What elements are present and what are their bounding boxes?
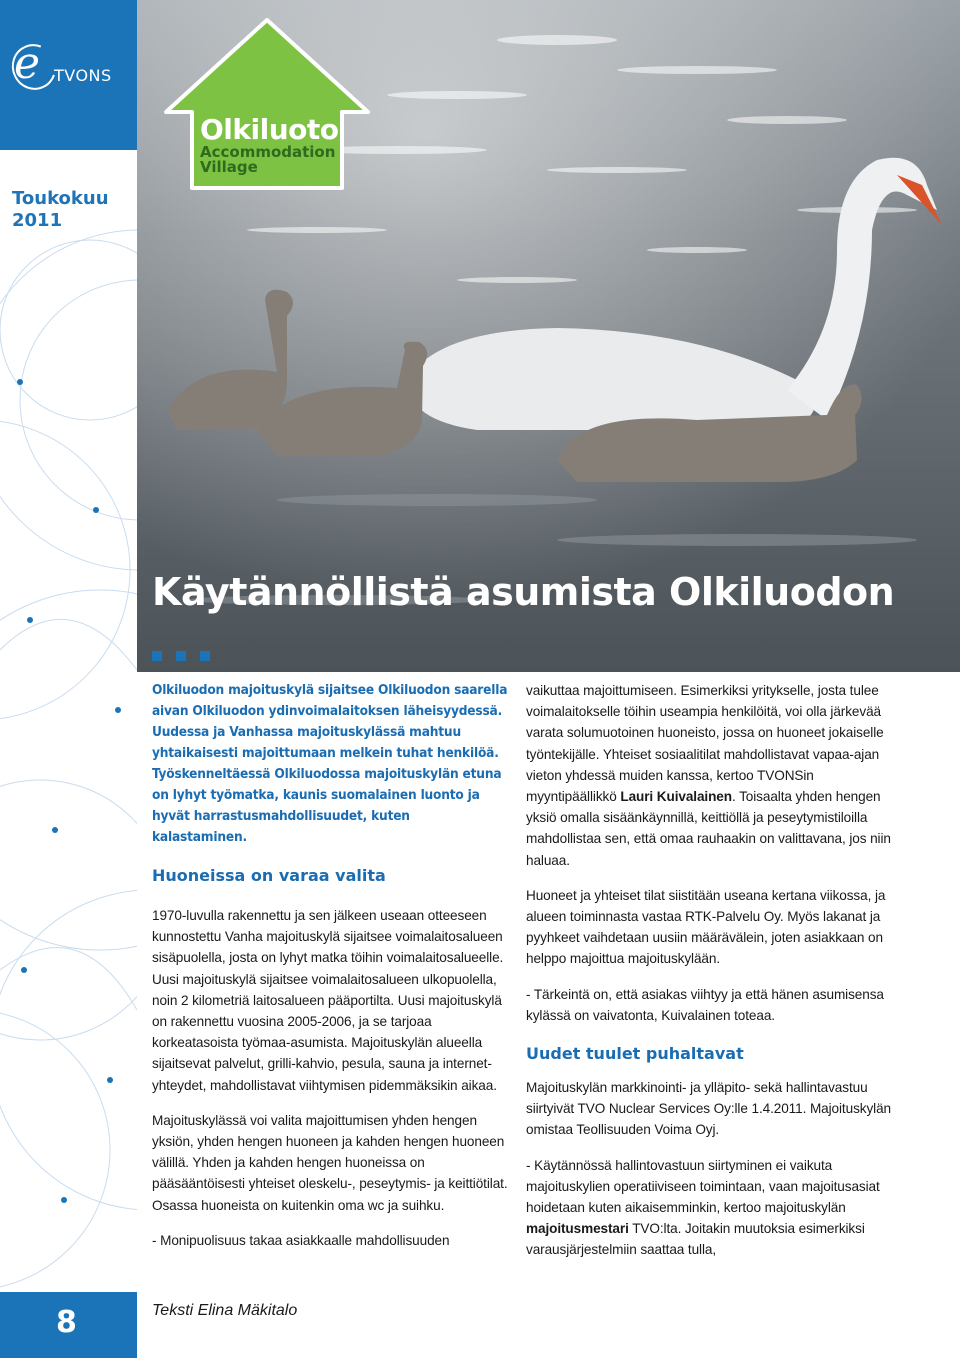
person-title: majoitusmestari xyxy=(526,1221,629,1237)
text-run: vaikuttaa majoittumiseen. Esimerkiksi yritykselle, josta tulee voimalaitokselle töihin useampia henkilöitä, voi olla järkevää varata solumuotoinen huoneisto, jossa on huoneet jokaiselle työntekijälle. Yhteiset sosiaalitilat mahdollistavat vapaa-ajan vieton yhdessä muiden kanssa, kertoo TVONSin myyntipäällikkö xyxy=(526,683,884,805)
village-logo-text xyxy=(200,115,339,175)
tvons-logo xyxy=(14,38,129,102)
article-intro: Olkiluodon majoituskylä sijaitsee Olkiluodon saarella aivan Olkiluodon ydinvoimalaitoksen läheisyydessä. Uudessa ja Vanhassa majoituskylässä mahtuu yhtaikaisesti majoittumaan melkein tuhat henkilöä. Työskenneltäessä Olkiluodossa majoituskylän etuna on lyhyt työmatka, kaunis suomalainen luonto ja hyvät harrastusmahdollisuudet, kuten kalastaminen. xyxy=(152,682,508,845)
body-paragraph: Huoneet ja yhteiset tilat siistitään useana kertana viikossa, ja alueen toiminnasta vastaa RTK-Palvelu Oy. Myös lakanat ja pyyhkeet vaihdetaan uusiin määrävälein, joten asiakkaan on helppo majoittua majoituskylään. xyxy=(526,887,886,967)
person-name: Lauri Kuivalainen xyxy=(620,789,732,805)
body-paragraph xyxy=(526,1155,891,1261)
text-run: - Käytännössä hallintovastuun siirtyminen ei vaikuta majoituskylien operatiiviseen toimintaan, vaan majoitusasiat hoidetaan kuten aikaisemminkin, kertoo majoituskylän xyxy=(526,1157,880,1216)
text-run: TVO:lta. Joitakin muutoksia esimerkiksi varausjärjestelmiin saattaa tulla, xyxy=(526,1221,865,1258)
logo-text: TVONS xyxy=(54,66,112,85)
page-number: 8 xyxy=(56,1305,77,1340)
article-title: Käytännöllistä asumista Olkiluodon xyxy=(152,570,895,614)
body-paragraph: 1970-luvulla rakennettu ja sen jälkeen useaan otteeseen kunnostettu Vanha majoituskylä sijaitsee voimalaitosalueen sisäpuolella, josta on lyhyt matka töihin voimalaitosalueelle. Uusi majoituskylä sijaitsee voimalaitosalueen ulkopuolella, noin 2 kilometriä laitosalueen pääportilta. Uusi majoituskylä on rakennettu vuosina 2005-2006, ja se tarjoaa korkeatasoista työmaa-asumista. Majoituskylän alueella sijaitsevat palvelut, grilli-kahvio, pesula, sauna ja internet-yhteydet, mahdollistavat viihtymisen pidemmäksikin aikaa. xyxy=(152,908,504,1093)
body-paragraph xyxy=(526,680,891,871)
brand-header xyxy=(0,0,137,150)
section-heading-new-winds: Uudet tuulet puhaltavat xyxy=(526,1044,744,1064)
body-paragraph: - Monipuolisuus takaa asiakkaalle mahdollisuuden xyxy=(152,1232,450,1248)
section-squares-decoration xyxy=(152,646,224,665)
village-logo-line1: Olkiluoto xyxy=(200,113,339,146)
issue-year: 2011 xyxy=(12,210,63,231)
column-left xyxy=(152,680,508,1265)
body-paragraph: Majoituskylän markkinointi- ja ylläpito- sekä hallintavastuu siirtyivät TVO Nuclear Services Oy:lle 1.4.2011. Majoituskylän omistaa Teollisuuden Voima Oyj. xyxy=(526,1080,891,1138)
body-paragraph: - Tärkeintä on, että asiakas viihtyy ja että hänen asumisensa kylässä on vaivatonta, Kuivalainen toteaa. xyxy=(526,986,884,1023)
text-run: . Toisaalta yhden hengen yksiö omalla sisäänkäynnillä, keittiöllä ja peseytymistiloilla mahdollistaa sen, että omaa rauhaakin on valittavana, jos niin haluaa. xyxy=(526,789,891,868)
issue-month: Toukokuu xyxy=(12,188,109,209)
village-logo-line3: Village xyxy=(200,158,258,176)
village-logo-line2: Accommodation xyxy=(200,143,336,161)
byline: Teksti Elina Mäkitalo xyxy=(152,1302,298,1319)
sidebar xyxy=(0,0,137,1358)
sidebar-pattern-decoration xyxy=(0,150,137,1290)
section-heading-rooms: Huoneissa on varaa valita xyxy=(152,866,386,885)
column-right xyxy=(526,680,891,1275)
body-paragraph: Majoituskylässä voi valita majoittumisen yhden hengen yksiön, yhden hengen huoneen ja kahden hengen huoneen välillä. Yhden ja kahden hengen huoneissa on pääsääntöisesti yhteiset oleskelu-, peseytymis- ja keittiötilat. Osassa huoneista on kuitenkin oma wc ja suihku. xyxy=(152,1112,508,1213)
logo-mark: e xyxy=(14,38,41,89)
